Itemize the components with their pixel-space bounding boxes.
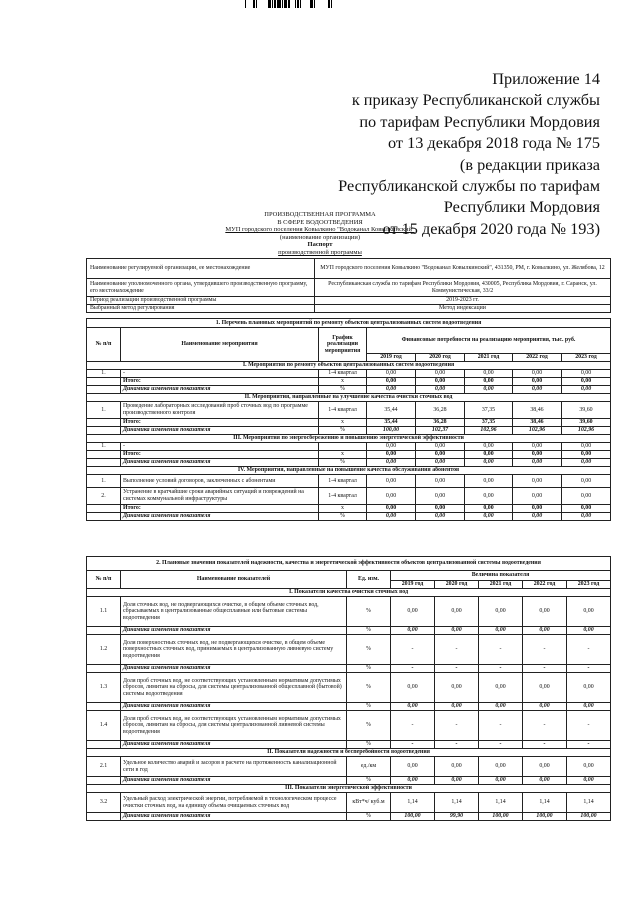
row-value: 0,00: [513, 451, 562, 459]
row-value: 0,00: [367, 513, 416, 521]
table-row: [87, 711, 611, 741]
row-value: 0,00: [391, 597, 435, 627]
row-value: 35,44: [367, 402, 416, 419]
row-value: -: [391, 711, 435, 741]
row-value: 0,00: [465, 451, 513, 459]
row-value: 0,00: [391, 627, 435, 635]
row-value: -: [523, 665, 567, 673]
dynamics-row: [87, 459, 611, 467]
row-value: 0,00: [367, 459, 416, 467]
section-title: III. Мероприятия по энергосбережению и повышению энергетической эффективности: [87, 435, 611, 443]
row-value: 0,00: [513, 488, 562, 505]
row-number: [87, 703, 121, 711]
row-value: 0,00: [435, 757, 479, 777]
row-value: 0,00: [465, 488, 513, 505]
row-name: Удельное количество аварий и засоров в расчете на протяженность канализационной сети в год: [121, 757, 347, 777]
row-value: 102,96: [513, 427, 562, 435]
row-number: [87, 419, 121, 427]
passport-table: [86, 258, 611, 313]
row-value: 0,00: [465, 459, 513, 467]
row-value: 0,00: [416, 488, 465, 505]
row-value: 0,00: [367, 386, 416, 394]
row-value: 0,00: [513, 475, 562, 488]
program-header: [0, 211, 640, 257]
row-value: -: [479, 665, 523, 673]
row-value: 0,00: [367, 370, 416, 378]
row-value: 0,00: [416, 443, 465, 451]
row-value: 0,00: [562, 386, 611, 394]
row-value: 0,00: [465, 378, 513, 386]
section-title: II. Мероприятия, направленные на улучшение качества очистки сточных вод: [87, 394, 611, 402]
row-value: 0,00: [367, 475, 416, 488]
row-unit: %: [347, 673, 391, 703]
row-value: 0,00: [562, 488, 611, 505]
row-value: 102,37: [416, 427, 465, 435]
row-value: 0,00: [416, 378, 465, 386]
row-number: 2.: [87, 488, 121, 505]
row-number: 1.2: [87, 635, 121, 665]
row-value: -: [391, 635, 435, 665]
row-value: 0,00: [435, 777, 479, 785]
section-row: [87, 435, 611, 443]
row-value: 100,00: [367, 427, 416, 435]
row-value: 0,00: [416, 370, 465, 378]
col-num-header: № п/п: [87, 328, 121, 362]
row-value: 0,00: [391, 703, 435, 711]
table-row: [87, 673, 611, 703]
row-value: -: [435, 665, 479, 673]
row-value: 0,00: [523, 703, 567, 711]
dynamics-row: [87, 777, 611, 785]
row-schedule: 1-4 квартал: [319, 475, 367, 488]
col-schedule-header: График реализации мероприятия: [319, 328, 367, 362]
year-header: 2019 год: [391, 581, 435, 589]
row-value: 0,00: [416, 451, 465, 459]
row-number: 2.1: [87, 757, 121, 777]
row-schedule: х: [319, 505, 367, 513]
row-unit: %: [347, 635, 391, 665]
table-row: [87, 475, 611, 488]
row-value: 37,35: [465, 402, 513, 419]
table1-title: 1. Перечень плановых мероприятий по ремонту объектов централизованных систем водоотведения: [87, 319, 611, 328]
row-name: -: [121, 370, 319, 378]
row-value: 0,00: [465, 475, 513, 488]
row-value: 0,00: [562, 443, 611, 451]
dynamics-row: [87, 386, 611, 394]
passport-label: Выбранный метод регулирования: [87, 305, 315, 313]
row-name: Доля проб сточных вод, не соответствующих установленным нормативам допустимых сбросов, лимитам на сбросы, для системы централизованной общесплавной (бытовой) системы водоотведения: [121, 673, 347, 703]
col-finance-header: Финансовые потребности на реализацию мероприятия, тыс. руб.: [367, 328, 611, 354]
row-name: Выполнение условий договоров, заключенных с абонентами: [121, 475, 319, 488]
row-schedule: 1-4 квартал: [319, 488, 367, 505]
row-schedule: [319, 443, 367, 451]
row-value: 0,00: [435, 627, 479, 635]
row-number: [87, 386, 121, 394]
row-value: 1,14: [479, 793, 523, 813]
section-row: [87, 362, 611, 370]
row-value: -: [567, 711, 611, 741]
row-value: 0,00: [567, 757, 611, 777]
section-title: II. Показатели надежности и бесперебойности водоотведения: [87, 749, 611, 757]
program-title: ПРОИЗВОДСТВЕННАЯ ПРОГРАММА: [264, 211, 376, 218]
row-name: Динамика изменения показателя: [121, 703, 347, 711]
row-name: Динамика изменения показателя: [121, 741, 347, 749]
appendix-line: Республики Мордовия: [443, 197, 600, 217]
row-name: Доля проб сточных вод, не соответствующих установленным нормативам допустимых сбросов, лимитам на сбросы, для системы централизованной ливневой системы водоотведения: [121, 711, 347, 741]
row-value: 0,00: [435, 597, 479, 627]
row-value: 35,44: [367, 419, 416, 427]
table-row: [87, 505, 611, 513]
table-row: [87, 488, 611, 505]
barcode: [245, 0, 395, 8]
row-value: 0,00: [479, 703, 523, 711]
row-value: 0,00: [367, 443, 416, 451]
row-unit: кВт*ч/ куб.м: [347, 793, 391, 813]
row-value: 0,00: [523, 757, 567, 777]
table-row: [87, 370, 611, 378]
passport-value: МУП городского поселения Ковылкино "Водоканал Ковылкинский", 431350, РМ, г. Ковылкино, ул. Желябова, 12: [315, 259, 611, 279]
row-value: -: [391, 665, 435, 673]
row-value: -: [479, 711, 523, 741]
year-header: 2021 год: [465, 354, 513, 362]
repair-measures-table: [86, 318, 611, 521]
row-value: -: [391, 741, 435, 749]
table2-title: 2. Плановые значения показателей надежности, качества и энергетической эффективности объектов централизованной системы водоотведения: [87, 557, 611, 571]
row-value: 0,00: [523, 627, 567, 635]
row-schedule: %: [319, 459, 367, 467]
year-header: 2020 год: [416, 354, 465, 362]
row-name: Динамика изменения показателя: [121, 627, 347, 635]
passport-label: Наименование регулируемой организации, ее местонахождение: [87, 259, 315, 279]
table-row: [87, 419, 611, 427]
row-unit: %: [347, 741, 391, 749]
row-value: 0,00: [513, 459, 562, 467]
year-header: 2022 год: [513, 354, 562, 362]
row-value: -: [523, 711, 567, 741]
row-value: 0,00: [416, 505, 465, 513]
row-value: 36,28: [416, 419, 465, 427]
row-value: 0,00: [435, 673, 479, 703]
row-value: 0,00: [416, 513, 465, 521]
row-unit: ед./км: [347, 757, 391, 777]
row-value: 0,00: [465, 370, 513, 378]
passport-value: Метод индексации: [315, 305, 611, 313]
table-row: [87, 757, 611, 777]
dynamics-row: [87, 703, 611, 711]
year-header: 2023 год: [562, 354, 611, 362]
row-value: 99,90: [435, 813, 479, 821]
row-name: Доля поверхностных сточных вод, не подвергающихся очистке, в общем объеме поверхностных сточных вод, принимаемых в централизованную ливневую систему водоотведения: [121, 635, 347, 665]
row-name: Динамика изменения показателя: [121, 777, 347, 785]
row-value: 39,60: [562, 419, 611, 427]
appendix-line: от 13 декабря 2018 года № 175: [387, 133, 600, 153]
dynamics-row: [87, 741, 611, 749]
section-row: [87, 749, 611, 757]
passport-value: Республиканская служба по тарифам Республики Мордовия, 430005, Республика Мордовия, г. Саранск, ул. Коммунистическая, 33/2: [315, 279, 611, 297]
row-unit: %: [347, 813, 391, 821]
year-header: 2020 год: [435, 581, 479, 589]
row-value: 0,00: [465, 505, 513, 513]
row-value: 100,00: [479, 813, 523, 821]
section-title: I. Мероприятия по ремонту объектов централизованных систем водоотведения: [87, 362, 611, 370]
row-value: 1,14: [391, 793, 435, 813]
row-name: Динамика изменения показателя: [121, 665, 347, 673]
row-number: 1.4: [87, 711, 121, 741]
row-value: 0,00: [479, 627, 523, 635]
row-number: 1.1: [87, 597, 121, 627]
row-value: 0,00: [435, 703, 479, 711]
row-value: 100,00: [567, 813, 611, 821]
row-value: 100,00: [391, 813, 435, 821]
row-name: Итого:: [121, 378, 319, 386]
row-number: [87, 513, 121, 521]
row-value: 38,46: [513, 402, 562, 419]
row-unit: %: [347, 711, 391, 741]
row-number: 1.: [87, 402, 121, 419]
dynamics-row: [87, 427, 611, 435]
row-value: 0,00: [562, 451, 611, 459]
table-row: [87, 793, 611, 813]
row-unit: %: [347, 777, 391, 785]
row-number: [87, 741, 121, 749]
row-schedule: %: [319, 513, 367, 521]
row-unit: %: [347, 703, 391, 711]
col-values-header: Величина показателя: [391, 571, 611, 581]
indicators-table: [86, 556, 611, 821]
row-value: -: [567, 635, 611, 665]
row-value: 1,14: [435, 793, 479, 813]
year-header: 2022 год: [523, 581, 567, 589]
row-number: [87, 459, 121, 467]
row-value: 0,00: [465, 386, 513, 394]
row-schedule: %: [319, 427, 367, 435]
row-name: Динамика изменения показателя: [121, 427, 319, 435]
table-row: [87, 402, 611, 419]
row-value: 0,00: [567, 703, 611, 711]
row-value: 0,00: [567, 597, 611, 627]
table-row: [87, 635, 611, 665]
passport-title: Паспорт: [307, 241, 333, 249]
row-name: Устранение в кратчайшие сроки аварийных ситуаций и повреждений на системах коммунальной инфраструктуры: [121, 488, 319, 505]
row-value: -: [523, 635, 567, 665]
appendix-line: от 15 декабря 2020 года № 193): [382, 218, 600, 238]
row-value: 36,28: [416, 402, 465, 419]
row-value: 0,00: [567, 777, 611, 785]
row-number: [87, 777, 121, 785]
row-value: 0,00: [513, 443, 562, 451]
row-value: 0,00: [513, 386, 562, 394]
row-name: Итого:: [121, 419, 319, 427]
section-title: III. Показатели энергетической эффективности: [87, 785, 611, 793]
passport-label: Наименование уполномоченного органа, утвердившего производственную программу, его местонахождение: [87, 279, 315, 297]
row-value: 0,00: [367, 488, 416, 505]
row-value: -: [567, 665, 611, 673]
row-unit: %: [347, 665, 391, 673]
organization-name: МУП городского поселения Ковылкино "Водоканал Ковылкинский": [225, 226, 415, 234]
table-row: [87, 451, 611, 459]
row-value: -: [435, 711, 479, 741]
appendix-line: к приказу Республиканской службы: [351, 90, 600, 110]
row-value: 0,00: [479, 757, 523, 777]
row-value: 0,00: [523, 673, 567, 703]
passport-row: [87, 279, 611, 297]
row-schedule: х: [319, 378, 367, 386]
row-name: Динамика изменения показателя: [121, 386, 319, 394]
passport-value: 2019-2023 гг.: [315, 297, 611, 305]
row-number: [87, 378, 121, 386]
row-name: Итого:: [121, 505, 319, 513]
dynamics-row: [87, 513, 611, 521]
section-row: [87, 467, 611, 475]
passport-caption: производственной программы: [278, 248, 362, 256]
row-name: Удельный расход электрической энергии, потребляемой в технологическом процессе очистки сточных вод, на единицу объема очищаемых сточных вод: [121, 793, 347, 813]
row-value: 0,00: [523, 597, 567, 627]
appendix-line: (в редакции приказа: [459, 154, 600, 174]
row-value: 100,00: [523, 813, 567, 821]
row-value: 0,00: [513, 513, 562, 521]
section-row: [87, 785, 611, 793]
row-value: 0,00: [562, 505, 611, 513]
row-value: 0,00: [465, 513, 513, 521]
row-value: 0,00: [416, 386, 465, 394]
row-value: 0,00: [391, 757, 435, 777]
row-schedule: 1-4 квартал: [319, 402, 367, 419]
passport-label: Период реализации производственной программы: [87, 297, 315, 305]
row-value: -: [479, 635, 523, 665]
row-number: [87, 665, 121, 673]
row-unit: %: [347, 597, 391, 627]
dynamics-row: [87, 813, 611, 821]
row-value: 38,46: [513, 419, 562, 427]
row-value: 0,00: [567, 673, 611, 703]
row-number: [87, 451, 121, 459]
row-value: 0,00: [391, 673, 435, 703]
row-value: 0,00: [567, 627, 611, 635]
section-title: I. Показатели качества очистки сточных вод: [87, 589, 611, 597]
row-name: Динамика изменения показателя: [121, 813, 347, 821]
row-value: 102,96: [562, 427, 611, 435]
row-number: [87, 813, 121, 821]
row-value: 0,00: [416, 475, 465, 488]
passport-row: [87, 297, 611, 305]
year-header: 2021 год: [479, 581, 523, 589]
row-value: 0,00: [416, 459, 465, 467]
row-value: -: [523, 741, 567, 749]
section-row: [87, 589, 611, 597]
row-value: -: [435, 741, 479, 749]
dynamics-row: [87, 627, 611, 635]
row-number: [87, 427, 121, 435]
organization-caption: (наименование организации): [279, 233, 361, 241]
row-value: 0,00: [562, 459, 611, 467]
row-value: 37,35: [465, 419, 513, 427]
row-schedule: 1-4 квартал: [319, 370, 367, 378]
row-schedule: х: [319, 451, 367, 459]
row-value: 0,00: [523, 777, 567, 785]
row-value: 0,00: [391, 777, 435, 785]
row-value: -: [567, 741, 611, 749]
col-name-header: Наименование мероприятия: [121, 328, 319, 362]
row-name: Динамика изменения показателя: [121, 513, 319, 521]
row-name: Проведение лабораторных исследований проб сточных вод по программе производственного контроля: [121, 402, 319, 419]
row-value: 0,00: [562, 513, 611, 521]
row-schedule: %: [319, 386, 367, 394]
row-value: -: [479, 741, 523, 749]
table-row: [87, 443, 611, 451]
row-value: 1,14: [567, 793, 611, 813]
row-number: 1.: [87, 370, 121, 378]
row-unit: %: [347, 627, 391, 635]
col-unit-header: Ед. изм.: [347, 571, 391, 589]
row-value: 0,00: [479, 777, 523, 785]
passport-row: [87, 305, 611, 313]
row-name: Итого:: [121, 451, 319, 459]
row-number: 3.2: [87, 793, 121, 813]
program-subtitle: В СФЕРЕ ВОДООТВЕДЕНИЯ: [277, 218, 363, 226]
row-value: 0,00: [465, 443, 513, 451]
row-value: 0,00: [562, 378, 611, 386]
row-value: 0,00: [367, 505, 416, 513]
row-value: 0,00: [479, 597, 523, 627]
col-num-header: № п/п: [87, 571, 121, 589]
row-number: 1.: [87, 475, 121, 488]
col-name-header: Наименование показателей: [121, 571, 347, 589]
row-number: 1.3: [87, 673, 121, 703]
dynamics-row: [87, 665, 611, 673]
row-name: -: [121, 443, 319, 451]
row-value: 0,00: [367, 451, 416, 459]
row-schedule: х: [319, 419, 367, 427]
row-name: Доля сточных вод, не подвергающихся очистке, в общем объеме сточных вод, сбрасываемых в централизованные общесплавные или бытовые системы водоотведения: [121, 597, 347, 627]
section-row: [87, 394, 611, 402]
row-value: 1,14: [523, 793, 567, 813]
row-value: 39,60: [562, 402, 611, 419]
appendix-line: Республиканской службы по тарифам: [338, 176, 600, 196]
row-value: -: [435, 635, 479, 665]
row-value: 0,00: [513, 378, 562, 386]
row-value: 0,00: [513, 505, 562, 513]
row-value: 0,00: [513, 370, 562, 378]
row-value: 0,00: [562, 370, 611, 378]
year-header: 2019 год: [367, 354, 416, 362]
row-number: [87, 627, 121, 635]
appendix-line: Приложение 14: [492, 69, 600, 88]
row-number: [87, 505, 121, 513]
row-name: Динамика изменения показателя: [121, 459, 319, 467]
year-header: 2023 год: [567, 581, 611, 589]
section-title: IV. Мероприятия, направленные на повышение качества обслуживания абонентов: [87, 467, 611, 475]
row-value: 0,00: [367, 378, 416, 386]
row-value: 0,00: [562, 475, 611, 488]
table-row: [87, 378, 611, 386]
row-number: 1.: [87, 443, 121, 451]
table-row: [87, 597, 611, 627]
row-value: 102,96: [465, 427, 513, 435]
appendix-line: по тарифам Республики Мордовия: [359, 111, 600, 131]
passport-row: [87, 259, 611, 279]
row-value: 0,00: [479, 673, 523, 703]
